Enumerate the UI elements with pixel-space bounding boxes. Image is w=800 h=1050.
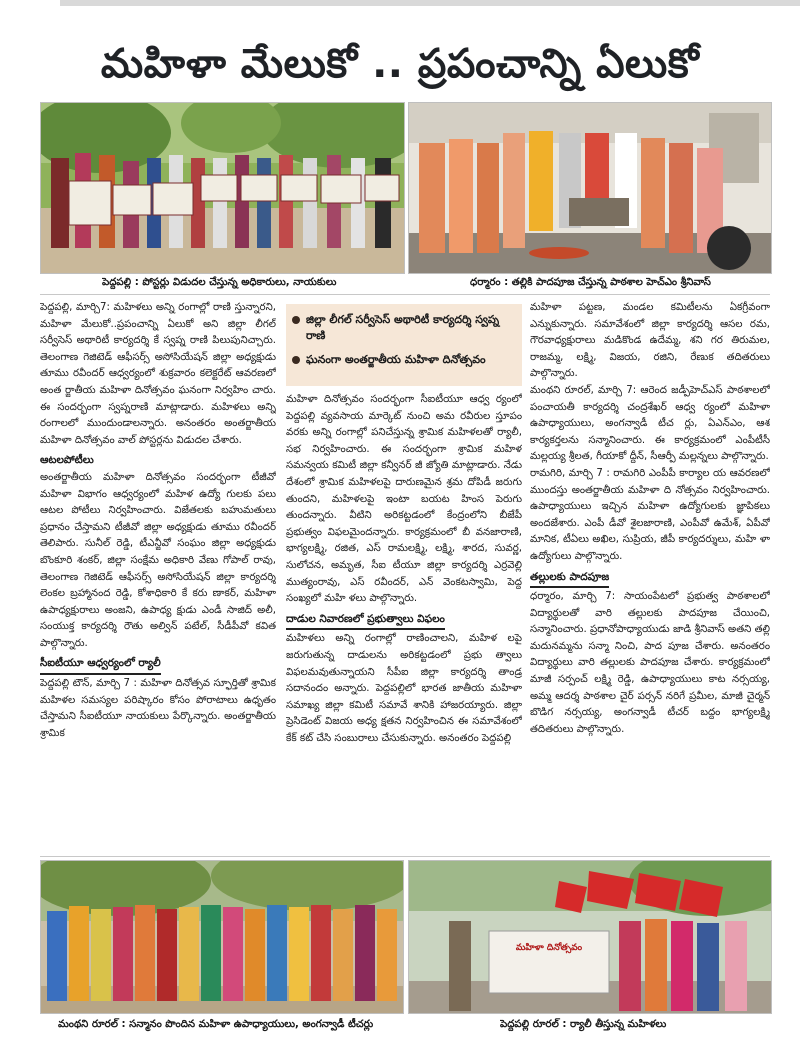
col3-paragraph-1: మహిళా పట్టణ, మండల కమిటీలను ఏకగ్రీవంగా ఎన్నుకున్నారు. సమావేశంలో జిల్లా కార్యదర్శి ఆసల రమ, గౌరవాధ్యక్షురాలు మడికొండ ఉదేమ్మ, శని గర తిరుమల, రాజమ్మ, లక్ష్మి, విజయ, రజిని, రేణుక తదితరులు పాల్గొన్నారు. xyxy=(530,302,770,380)
caption-rally: పెద్దపల్లి రూరల్ : ర్యాలీ తీస్తున్న మహిళలు xyxy=(500,1019,667,1030)
headline: మహిళా మేలుకో .. ప్రపంచాన్ని ఏలుకో xyxy=(100,41,700,87)
caption-pada-puja: ధర్మారం : తల్లికి పాదపూజ చేస్తున్న పాఠశాల హెచ్ఎం శ్రీనివాస్ xyxy=(470,277,711,288)
col1-paragraph-2: అంతర్జాతీయ మహిళా దినోత్సవం సందర్భంగా టీజీవో మహిళా విభాగం ఆధ్వర్యంలో మహిళ ఉద్యో గులకు పలు ఆటల పోటీలు నిర్వహించారు. విజేతలకు బహుమతులు ప్రధానం చేస్తామని టీజీవో జిల్లా అధ్యక్షుడు తూము రవీందర్ తెలిపారు. సునీల్ రెడ్డి, టీఎన్జీవో సంఘం జిల్లా అధ్యక్షుడు బొంకూరి శంకర్, జిల్లా సంక్షేమ అధికారి వేణు గోపాల్ రావు, తెలంగాణ గెజిటెడ్ ఆఫీసర్స్ అసోసియేషన్ జిల్లా కార్యదర్శి లెంకల బ్రహ్మానంద రెడ్డి, కోశాధికారి కే కరు ణాకర్, మహిళా ఉపాధ్యక్షురాలు అంజని, ఉపాధ్య క్షుడు ఎండీ సాజిద్ అలీ, సంయుక్త కార్యదర్శి రౌతు అల్విన్ పటేల్, సీడీపీవో కవిత పాల్గొన్నారు. xyxy=(40,471,276,649)
top-bar xyxy=(0,0,800,8)
highlight-item-2: ఘనంగా అంతర్జాతీయ మహిళా దినోత్సవం xyxy=(286,352,514,368)
col1-paragraph-3: పెద్దపల్లి టౌన్, మార్చి 7 : మహిళా దినోత్సవ స్ఫూర్తితో శ్రామిక మహిళల సమస్యల పరిష్కారం కోసం పోరాటాలు ఉధృతం చేస్తామని సీఐటీయూ నాయకులు పేర్కొన్నారు. అంతర్జాతీయ శ్రామిక xyxy=(40,678,276,739)
caption-poster-release: పెద్దపల్లి : పోస్టర్లు విడుదల చేస్తున్న అధికారులు, నాయకులు xyxy=(102,277,337,288)
divider-top xyxy=(40,294,770,295)
col1-paragraph-1: పెద్దపల్లి, మార్చి7: మహిళలు అన్ని రంగాల్లో రాణి స్తున్నారని, మహిళా మేలుకో..ప్రపంచాన్ని ఏలుకో అని జిల్లా లీగల్ సర్వీసెస్ అథారిటీ కార్యదర్శి కే స్వప్న రాణి పిలుపునిచ్చారు. తెలంగాణ గెజిటెడ్ ఆఫీసర్స్ అసోసియేషన్ జిల్లా అధ్యక్షుడు తూము రవీందర్ ఆధ్వర్యంలో శుక్రవారం కలెక్టరేట్ ఆవరణలో అంత ర్జాతీయ మహిళా దినోత్సవం ఘనంగా నిర్వహిం చారు. ఈ సందర్భంగా స్వప్నరాణి మాట్లాడారు. మహిళలు అన్ని రంగాలలో ముందుండాలన్నారు. అనంతరం అంతర్జాతీయ మహిళా దినోత్సవం వాల్ పోస్టర్లను విడుదల చేశారు. xyxy=(40,302,276,446)
photo-felicitated-teachers xyxy=(40,860,404,1014)
highlight-item-1: జిల్లా లీగల్ సర్వీసెస్ అథారిటీ కార్యదర్శి స్వప్న రాణి xyxy=(286,312,514,344)
caption-felicitated-teachers: మంథని రూరల్ : సన్మానం పొందిన మహిళా ఉపాధ్యాయులు, అంగన్వాడీ టీచర్లు xyxy=(58,1019,374,1030)
col3-paragraph-2: మంథని రూరల్, మార్చి 7: ఆరెంద జడ్పీహెచ్ఎస్ పాఠశాలలో పంచాయతీ కార్యదర్శి చంద్రశేఖర్ ఆధ్వ ర్యంలో మహిళా ఉపాధ్యాయులు, అంగన్వాడీ టీచ ర్లు, ఏఎన్ఎం, ఆశ కార్యకర్తలను సన్మానించారు. ఈ కార్యక్రమంలో ఎంపీటీసీ మల్లయ్య శ్రీలత, గీయాకో ద్దీన్, సీఆర్పీ మల్లన్నలు పాల్గొన్నారు. xyxy=(530,384,770,463)
rally-banner-text: మహిళా దినోత్సవం xyxy=(515,943,583,953)
subhead-pada-puja: తల్లులకు పాదపూజ xyxy=(530,569,609,589)
bullet-icon xyxy=(292,316,300,324)
subhead-games: ఆటలపోటీలు xyxy=(40,454,94,467)
bullet-icon xyxy=(292,356,300,364)
highlight-box xyxy=(286,304,522,386)
col3-paragraph-3: రామగిరి, మార్చి 7 : రామగిరి ఎంపీపీ కార్యాల య ఆవరణలో ముందస్తు అంతర్జాతీయ మహిళా ది నోత్సవం నిర్వహించారు. ఉపాధ్యాయులు ఇచ్చిన మహిళా ఉద్యోగులకు జ్ఞాపికలు అందజేశారు. ఎంపీ డీవో శైలజారాణి, ఎంపీవో ఉమేశ్, ఏపీవో మానిక, టీఏలు అఖిల, సుప్రియ, జీపీ కార్యదర్శులు, మహి ళా ఉద్యోగులు పాల్గొన్నారు. xyxy=(530,467,770,562)
photo-pada-puja xyxy=(408,102,772,274)
article-column-1 xyxy=(40,300,276,852)
subhead-citu-rally: సీఐటీయూ ఆధ్వర్యంలో ర్యాలీ xyxy=(40,655,161,675)
col3-paragraph-4: ధర్మారం, మార్చి 7: సాయంపేటలో ప్రభుత్వ పాఠశాలలో విద్యార్థులతో వారి తల్లులకు పాదపూజ చేయించి, సన్మానించారు. ప్రధానోపాధ్యాయుడు జాడి శ్రీనివాస్ అతని తల్లి మదునమ్మను సన్మా నించి, పాద పూజ చేశారు. అనంతరం విద్యార్థులు వారి తల్లులకు పాదపూజ చేశారు. కార్యక్రమంలో మాజీ సర్పంచ్ లక్ష్మి రెడ్డి, ఉపాధ్యాయులు కాట నర్సయ్య, అమ్మ ఆదర్శ పాఠశాల చైర్ పర్సన్ నరిగే ప్రమీల, మాజీ చైర్మన్ బొడిగ నర్సయ్య, అంగన్వాడీ టీచర్ బద్దం భాగ్యలక్ష్మి తదితరులు పాల్గొన్నారు. xyxy=(530,591,770,735)
col2-paragraph-1: మహిళా దినోత్సవం సందర్భంగా సీఐటీయూ ఆధ్వ ర్యంలో పెద్దపల్లి వ్యవసాయ మార్కెట్ నుంచి అమ రవీరుల స్తూపం వరకు అన్ని రంగాల్లో పనిచేస్తున్న శ్రామిక మహిళలతో ర్యాలీ, సభ నిర్వహించారు. ఈ సందర్భంగా శ్రామిక మహిళ సమన్వయ కమిటీ జిల్లా కన్వీనర్ జీ జ్యోతి మాట్లాడారు. నేడు దేశంలో శ్రామిక మహిళలపై దారుణమైన శ్రమ దోపిడీ జరుగు తుందని, మహిళలపై ఇంటా బయట హింస పెరుగు తుందన్నారు. వీటిని అరికట్టడంలో కేంద్రంలోని బీజేపీ ప్రభుత్వం విఫలమైందన్నారు. కార్యక్రమంలో బీ వనజారాణి, భాగ్యలక్ష్మి, రజిత, ఎస్ రామలక్ష్మి, లక్ష్మి, శారద, సువర్ణ, సులోచన, అమృత, సీఐ టీయూ జిల్లా కార్యదర్శి ఎర్రవెల్లి ముత్యంరావు, ఎస్ రవీందర్, ఎన్ వెంకటస్వామి, పెద్ద సంఖ్యలో మహి ళలు పాల్గొన్నారు. xyxy=(286,394,522,605)
divider-bottom xyxy=(40,856,770,857)
photo-rally xyxy=(408,860,772,1014)
article-column-2 xyxy=(286,392,522,852)
col2-paragraph-2: మహిళలు అన్ని రంగాల్లో రాణించాలని, మహిళ లపై జరుగుతున్న దాడులను అరికట్టడంలో ప్రభు త్వాలు విఫలమవుతున్నాయని సీపీఐ జిల్లా కార్యదర్శి తాండ్ర సదానందం అన్నారు. పెద్దపల్లిలో భారత జాతీయ మహిళా సమాఖ్య జిల్లా కమిటీ సమావే శానికి హాజరయ్యారు. జిల్లా ప్రెసిడెంట్ విజయ అధ్య క్షతన నిర్వహించిన ఈ సమావేశంలో కేక్ కట్ చేసి సంబురాలు చేసుకున్నారు. అనంతరం పెద్దపల్లి xyxy=(286,633,522,744)
subhead-attacks: దాడుల నివారణలో ప్రభుత్వాలు విఫలం xyxy=(286,611,445,631)
article-column-3 xyxy=(530,300,770,852)
photo-poster-release xyxy=(40,102,405,274)
